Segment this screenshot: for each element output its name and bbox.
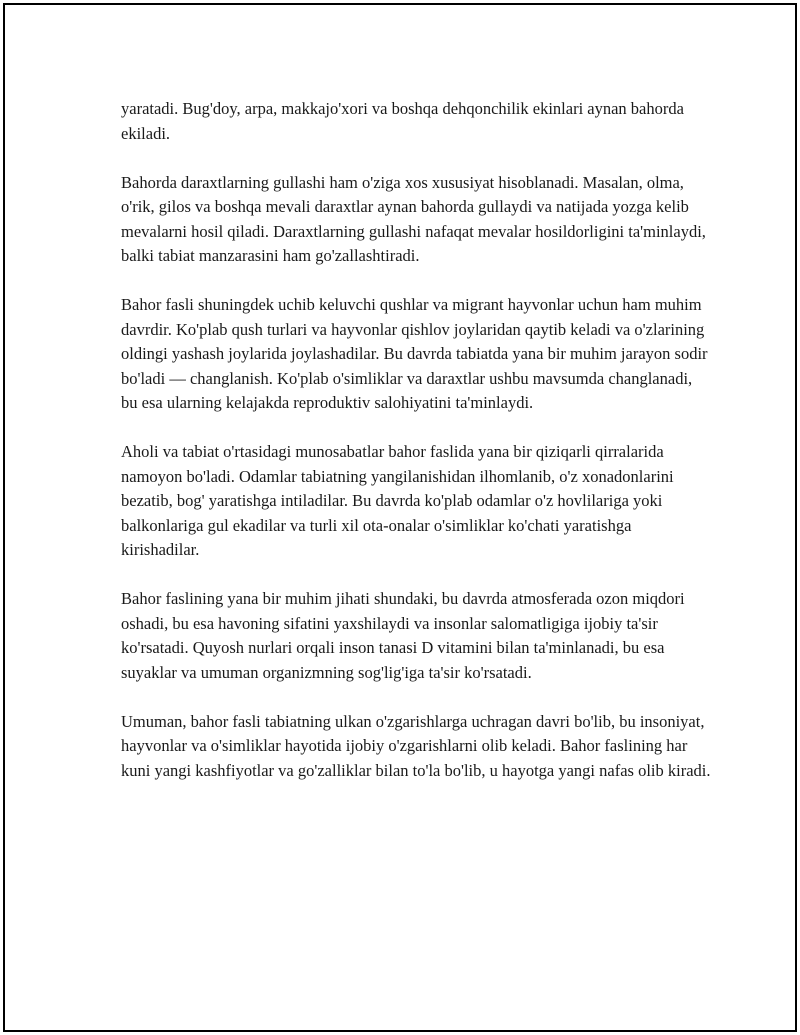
paragraph: Umuman, bahor fasli tabiatning ulkan o'zgarishlarga uchragan davri bo'lib, bu insoniyat, hayvonlar va o'simliklar hayotida ijobiy o'zgarishlarni olib keladi. Bahor faslining har kuni yangi kashfiyotlar va go'zalliklar bilan to'la bo'lib, u hayotga yangi nafas olib kiradi. (121, 711, 711, 780)
paragraph: yaratadi. Bug'doy, arpa, makkajo'xori va boshqa dehqonchilik ekinlari aynan bahorda ekiladi. (121, 99, 684, 143)
paragraph: Bahorda daraxtlarning gullashi ham o'ziga xos xususiyat hisoblanadi. Masalan, olma, o'rik, gilos va boshqa mevali daraxtlar aynan bahorda gullaydi va natijada yozga kelib mevalarni hosil qiladi. Daraxtlarning gullashi nafaqat mevalar hosildorligini ta'minlaydi, balki tabiat manzarasini ham go'zallashtiradi. (121, 172, 706, 265)
paragraph: Bahor fasli shuningdek uchib keluvchi qushlar va migrant hayvonlar uchun ham muhim davrdir. Ko'plab qush turlari va hayvonlar qishlov joylaridan qaytib keladi va o'zlarining oldingi yashash joylarida joylashadilar. Bu davrda tabiatda yana bir muhim jarayon sodir bo'ladi — changlanish. Ko'plab o'simliklar va daraxtlar ushbu mavsumda changlanadi, bu esa ularning kelajakda reproduktiv salohiyatini ta'minlaydi. (121, 295, 708, 412)
paragraph: Aholi va tabiat o'rtasidagi munosabatlar bahor faslida yana bir qiziqarli qirralarida namoyon bo'ladi. Odamlar tabiatning yangilanishidan ilhomlanib, o'z xonadonlarini bezatib, bog' yaratishga intiladilar. Bu davrda ko'plab odamlar o'z hovlilariga yoki balkonlariga gul ekadilar va turli xil ota-onalar o'simliklar ko'chati yaratishga kirishadilar. (121, 442, 674, 559)
body-text (121, 97, 711, 808)
document-page (3, 3, 797, 1032)
paragraph: Bahor faslining yana bir muhim jihati shundaki, bu davrda atmosferada ozon miqdori oshadi, bu esa havoning sifatini yaxshilaydi va insonlar salomatligiga ijobiy ta'sir ko'rsatadi. Quyosh nurlari orqali inson tanasi D vitamini bilan ta'minlanadi, bu esa suyaklar va umuman organizmning sog'lig'iga ta'sir ko'rsatadi. (121, 589, 685, 682)
